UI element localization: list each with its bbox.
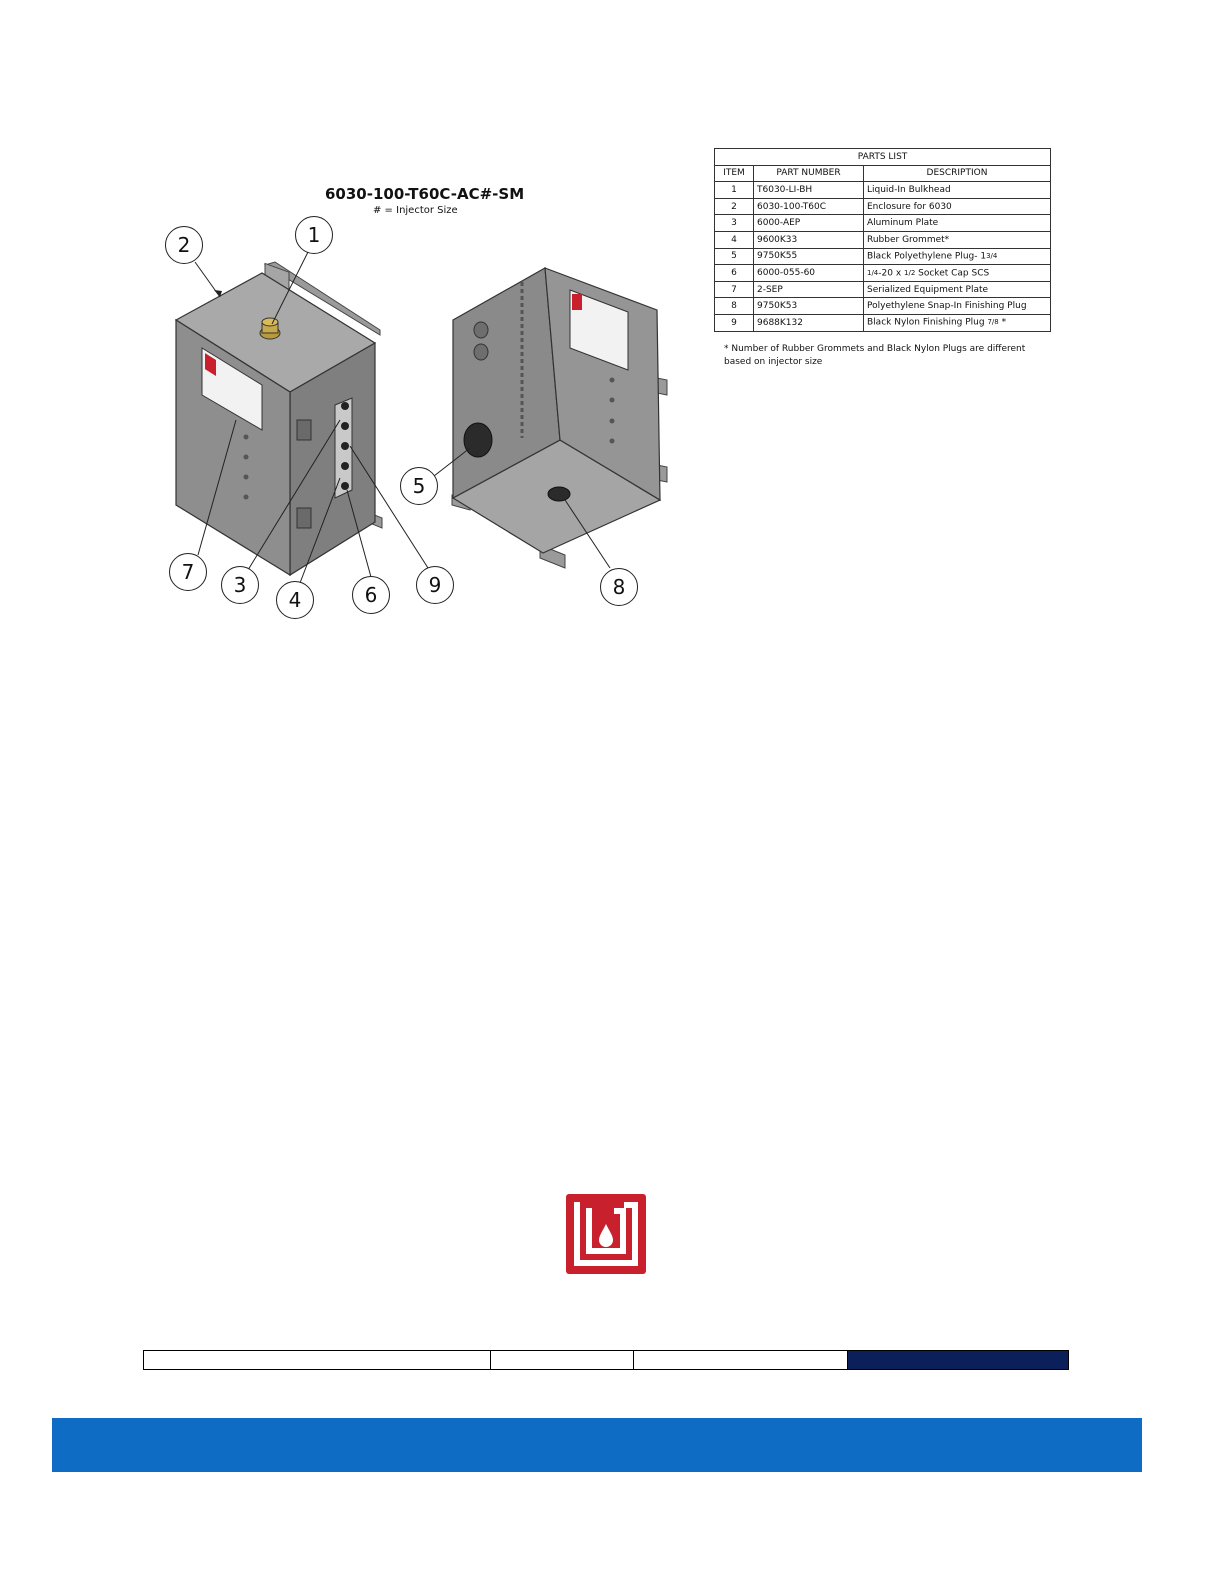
callout-6: 6 — [352, 576, 390, 614]
col-header-description: DESCRIPTION — [864, 165, 1051, 182]
table-row — [715, 248, 1051, 265]
parts-list-footnote: * Number of Rubber Grommets and Black Nylon Plugs are different based on injector size — [724, 344, 1026, 367]
description-part: 1/4 — [867, 268, 879, 277]
description-part: Polyethylene Snap-In Finishing Plug — [867, 301, 1027, 312]
cell-description — [864, 215, 1051, 232]
table-row — [715, 231, 1051, 248]
cell-item: 1 — [715, 182, 754, 199]
description-part: Black Polyethylene Plug- 1 — [867, 251, 987, 262]
cell-item: 5 — [715, 248, 754, 265]
cell-item: 3 — [715, 215, 754, 232]
callout-3: 3 — [221, 566, 259, 604]
cell-part-number: 9600K33 — [754, 231, 864, 248]
footer-cell-3 — [634, 1351, 848, 1369]
cell-item: 2 — [715, 198, 754, 215]
cell-part-number: T6030-LI-BH — [754, 182, 864, 199]
cell-part-number: 6000-AEP — [754, 215, 864, 232]
description-part: Liquid-In Bulkhead — [867, 184, 951, 195]
cell-item: 9 — [715, 314, 754, 331]
cell-part-number: 2-SEP — [754, 281, 864, 298]
description-part: Black Nylon Finishing Plug — [867, 317, 988, 328]
description-part: Serialized Equipment Plate — [867, 284, 989, 295]
callout-9: 9 — [416, 566, 454, 604]
cell-item: 6 — [715, 265, 754, 282]
table-row — [715, 281, 1051, 298]
table-row — [715, 298, 1051, 315]
callout-4: 4 — [276, 581, 314, 619]
description-part: 3/4 — [986, 252, 998, 261]
cell-part-number: 9750K53 — [754, 298, 864, 315]
col-header-part-number: PART NUMBER — [754, 165, 864, 182]
description-part: 7/8 — [987, 318, 999, 327]
cell-description — [864, 281, 1051, 298]
cell-part-number: 6000-055-60 — [754, 265, 864, 282]
company-logo — [566, 1194, 646, 1274]
enclosure-rear-view — [452, 268, 667, 568]
description-part: Aluminum Plate — [867, 218, 939, 229]
table-row — [715, 198, 1051, 215]
cell-description — [864, 248, 1051, 265]
drawing-title: 6030-100-T60C-AC#-SM — [325, 185, 525, 203]
parts-list-caption: PARTS LIST — [715, 149, 1051, 166]
callout-5: 5 — [400, 467, 438, 505]
table-row — [715, 314, 1051, 331]
cell-part-number: 6030-100-T60C — [754, 198, 864, 215]
description-part: Enclosure for 6030 — [867, 201, 952, 212]
cell-item: 8 — [715, 298, 754, 315]
footer-cell-1 — [144, 1351, 491, 1369]
footer-cell-4 — [848, 1351, 1068, 1369]
callout-7: 7 — [169, 553, 207, 591]
cell-description — [864, 298, 1051, 315]
description-part: -20 x — [878, 268, 905, 279]
table-row — [715, 215, 1051, 232]
col-header-item: ITEM — [715, 165, 754, 182]
cell-item: 7 — [715, 281, 754, 298]
description-part: * — [998, 317, 1007, 328]
cell-description — [864, 314, 1051, 331]
footer-cell-2 — [491, 1351, 634, 1369]
cell-description — [864, 182, 1051, 199]
callout-1: 1 — [295, 216, 333, 254]
parts-list-table — [714, 148, 1051, 332]
table-row — [715, 265, 1051, 282]
footer-info-box — [143, 1350, 1069, 1370]
page-footer-bar — [52, 1418, 1142, 1472]
drawing-subtitle: # = Injector Size — [373, 205, 458, 216]
cell-description — [864, 231, 1051, 248]
description-part: Socket Cap SCS — [915, 268, 990, 279]
cell-description — [864, 265, 1051, 282]
cell-part-number: 9688K132 — [754, 314, 864, 331]
table-row — [715, 182, 1051, 199]
callout-8: 8 — [600, 568, 638, 606]
cell-item: 4 — [715, 231, 754, 248]
description-part: 1/2 — [904, 268, 916, 277]
cell-description — [864, 198, 1051, 215]
callout-2: 2 — [165, 226, 203, 264]
description-part: Rubber Grommet* — [867, 234, 950, 245]
cell-part-number: 9750K55 — [754, 248, 864, 265]
